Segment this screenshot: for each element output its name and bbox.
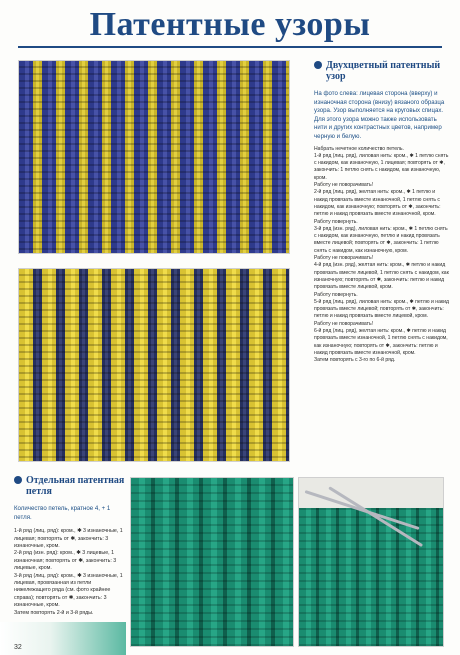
knit-photo-back [18,268,290,462]
section-intro: На фото слева: лицевая сторона (вверху) и изнаночная сторона (внизу) вязаного образца узора. Узор выполняется на круговых спицах. Для этого узора можно также использовать нити и других контрастных цветов, например черную и белую. [314,90,445,140]
instruction-line: 2-й ряд (изн. ряд): кром., ✱ 3 лицевые, 1 изнаночная; повторять от ✱, закончить: 3 лицевые, кром. [14,550,117,572]
instruction-line: 3-й ряд (изн. ряд), лиловая нить: кром., ✱ 1 петлю снять с накидом, как изнаночную, петлю и накид провязать вместе лицевой; повторять от ✱, закончить: 1 петлю снять с накидом, как изнаночную, кром. [314,225,448,254]
instruction-line: 4-й ряд (изн. ряд), желтая нить: кром., ✱ петлю и накид провязать вместе лицевой, 1 петлю снять с накидом, как изнаночную; повторять от ✱, закончить: петлю и накид провязать вместе лицевой, кром. [314,262,449,291]
bullet-icon [14,476,22,484]
instruction-line: 3-й ряд (лиц. ряд): кром., ✱ 3 изнаночные, 1 лицевая, провязанная из петли нижележащего ряда (см. фото крайнее справа); повторять от ✱, закончить: 3 изнаночные, кром. [14,572,123,609]
instructions [14,528,126,617]
page-title: Патентные узоры [89,6,371,43]
title-divider [18,46,442,48]
instruction-line: Затем повторять 2-й и 3-й ряды. [14,609,94,616]
section-two-color-pattern [314,60,450,364]
knit-photo-needles [298,477,444,647]
page-number: 32 [14,644,22,651]
instruction-line: Работу не поворачивать! [314,320,374,327]
instruction-line: Затем повторять с 3-го по 6-й ряд. [314,357,396,364]
knit-photo-front [18,60,290,254]
section-heading [14,475,126,497]
instruction-line: 2-й ряд (лиц. ряд), желтая нить: кром., ✱ 1 петлю и накид провязать вместе изнаночной, 1 петлю снять с накидом, как изнаночную; повторять от ✱, закончить: петлю и накид провязать вместе изнаночной, кром. [314,189,441,218]
knit-photo-patent-stitch [130,477,294,647]
instruction-line: 6-й ряд (лиц. ряд), желтая нить: кром., ✱ петлю и накид провязать вместе изнаночной, 1 петлю снять с накидом, как изнаночную; повторять от ✱, закончить: петлю и накид провязать вместе изнаночной, кром. [314,327,448,356]
instruction-line: Набрать нечетное количество петель. [314,145,404,152]
section-intro: Количество петель, кратное 4, + 1 петля. [14,505,111,521]
instruction-line: Работу не поворачивать! [314,255,374,262]
section-heading [314,60,450,82]
instruction-line: 5-й ряд (лиц. ряд), лиловая нить: кром., ✱ петлю и накид провязать вместе лицевой; повторять от ✱, закончить: петлю и накид провязать вместе лицевой, кром. [314,298,449,320]
instruction-line: 1-й ряд (лиц. ряд), лиловая нить: кром., ✱ 1 петлю снять с накидом, как изнаночную, 1 лицевая; повторять от ✱, закончить: 1 петлю снять с накидом, как изнаночную, кром. [314,152,449,181]
instruction-line: Работу повернуть. [314,291,358,298]
instructions [314,146,450,365]
instruction-line: 1-й ряд (лиц. ряд): кром., ✱ 3 изнаночные, 1 лицевая; повторять от ✱, закончить: 3 изнаночные, кром. [14,528,123,549]
section-heading-text: Отдельная патентная петля [26,475,125,497]
section-single-patent-stitch [14,475,126,617]
section-heading-text: Двухцветный патентный узор [326,60,441,82]
instruction-line: Работу не поворачивать! [314,182,374,189]
bullet-icon [314,61,322,69]
knitting-needle [328,486,423,547]
instruction-line: Работу повернуть. [314,218,358,225]
